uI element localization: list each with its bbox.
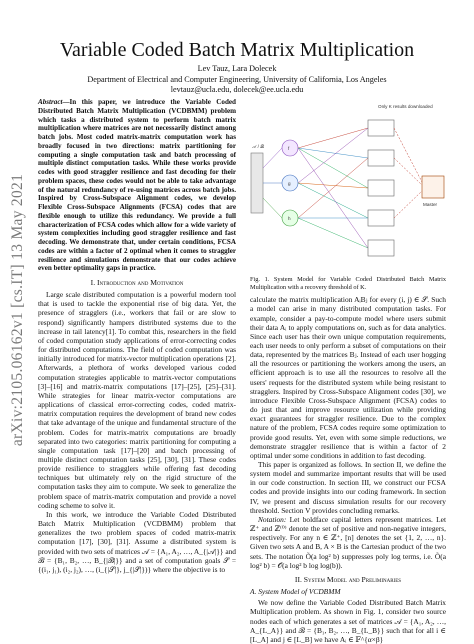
arrow	[394, 191, 422, 218]
encoder-node-f	[282, 140, 298, 156]
right-column	[250, 98, 446, 644]
intro-paragraph-2: In this work, we introduce the Variable Coded Distributed Batch Matrix Multiplication (VCDBMM) problem that generalizes the two problem spaces of coded matrix-matrix computation [17], [30], [31]. Assume a distributed system is provided with two sets of matrices 𝒜 = {A₁, A₂, …, A_{|𝒜|}} and ℬ = {B₁, B₂, …, B_{|ℬ|}} and a set of computation goals 𝒮 = {(i₁, j₁), (i₂, j₂), …, (i_{|𝒮|}, j_{|𝒮|})} where the objective is to	[38, 509, 236, 574]
node-label-h: h	[288, 216, 291, 221]
notation-lead: Notation:	[258, 514, 287, 524]
worker-node	[368, 210, 394, 226]
author-block	[0, 64, 474, 96]
emails: levtauz@ucla.edu, dolecek@ee.ucla.edu	[170, 85, 304, 94]
edge	[263, 148, 282, 168]
source-box	[251, 153, 263, 213]
intro-paragraph-1: Large scale distributed computation is a powerful modern tool that is used to tackle the exponential rise of big data. Yet, the presence of stragglers (i.e., workers that fail or are slow to respond) significantly hampers distributed systems due to the increase in tail latency[1]. To combat this, researchers in the field of coded computation study applications of error-correcting codes for distributed computations. The field of coded computation was initially introduced for matrix-vector multiplication operations [2]. Afterwards, a plethora of works developed various coded computation strategies applicable to matrix-vector computations [3]–[16] and matrix-matrix computations [17]–[25], [25]–[31]. While strategies for linear matrix-vector computations are applications of classical error-correcting codes, coded matrix-matrix computation requires the development of brand new codes that take advantage of the unique and fundamental structure of the problem. Codes for matrix-matrix computations are broadly separated into two categories: matrix partitioning for computing a single computation task [17]–[20] and batch processing of multiple distinct computation tasks [25], [30], [31]. These codes provide resilience to stragglers while offering fast decoding techniques but ultimately rely on the rigid structure of the computation tasks they aim to compute. We seek to generalize the problem space of matrix-matrix computation and provide a novel coding scheme to solve it.	[38, 290, 236, 510]
edge	[298, 183, 368, 188]
authors: Lev Tauz, Lara Dolecek	[197, 64, 277, 73]
worker-nodes	[368, 120, 394, 256]
right-paragraph-2: This paper is organized as follows. In section II, we define the system model and summarize important results that will be used in our code construction. In section III, we construct our FCSA codes and provide insights into our coding framework. In section IV, we present and discuss simulation results for our recovery threshold. Section V provides concluding remarks.	[250, 460, 446, 515]
abstract-text: —In this paper, we introduce the Variable Coded Distributed Batch Matrix Multiplication (VCDBMM) problem which tasks a distributed system to perform batch matrix multiplication where matrices are not necessarily distinct among batch jobs. Most coded matrix-matrix computation work has broadly focused in two directions: matrix partitioning for computing a single computation task and batch processing of multiple distinct computation tasks. While these works provide codes with good straggler resilience and fast decoding for their problem spaces, these codes would not be able to take advantage of the natural redundancy of re-using matrices across batch jobs. Inspired by Cross-Subspace Alignment codes, we develop Flexible Cross-Subspace Alignments (FCSA) codes that are flexible enough to utilize this redundancy. We provide a full characterization of FCSA codes which allow for a wide variety of system complexities including good straggler resilience and fast decoding. We demonstrate that, under certain conditions, FCSA codes are within a factor of 2 optimal when it comes to straggler resilience and simulations demonstrate that our codes achieve even better optimality gaps in practice.	[38, 98, 236, 273]
edge	[298, 128, 368, 183]
section-1-heading: I. Introduction and Motivation	[90, 278, 184, 287]
encoder-nodes	[282, 140, 298, 226]
system-model-diagram	[250, 98, 446, 274]
arxiv-stamp	[7, 150, 29, 470]
download-arrows	[394, 128, 422, 218]
arxiv-id: arXiv:2105.06162v1 [cs.IT] 13 May 2021	[9, 173, 26, 447]
node-label-g: g	[288, 181, 291, 186]
figure-caption: Fig. 1. System Model for Variable Coded Distributed Batch Matrix Multiplication with a recovery threshold of K.	[250, 276, 446, 291]
worker-node	[368, 150, 394, 166]
master-node	[422, 176, 444, 198]
section-2-heading: II. System Model and Preliminaries	[294, 574, 402, 584]
abstract	[38, 98, 236, 273]
right-paragraph-1: calculate the matrix multiplication AᵢBⱼ for every (i, j) ∈ 𝒮. Such a model can arise in many distributed computation tasks. For example, consider a pay-to-compute model where users submit their data Aᵢ to apply computations on, such as for data analytics. Since each user has their own unique computation requirements, each user needs to only perform a subset of computations on their data, represented by the matrices Bⱼ. Instead of each user hogging all the resources or partitioning the workers among the users, an efficient approach is to use all the resources to resolve all the users' requests for the distributed system while being resistant to stragglers. Inspired by Cross-Subspace Alignment codes [30], we introduce Flexible Cross-Subspace Alignment (FCSA) codes to do just that and improve resource utilization while providing exact guarantees for straggler resilience. Due to the complex nature of the problem, FCSA codes require some optimization to provide good results. Yet, even with some simple reductions, we demonstrate straggler resilience that is within a factor of 2 optimal under some conditions in addition to fast decoding.	[250, 295, 446, 460]
arrow	[394, 158, 422, 185]
node-label-f: f	[288, 146, 290, 151]
worker-node	[368, 120, 394, 136]
section-2a-paragraph: We now define the Variable Coded Distributed Batch Matrix Multiplication problem. As shown in Fig. 1, consider two source nodes each of which generates a set of matrices 𝒜 = {A₁, A₂, …, A_{L_A}} and ℬ = {B₁, B₂, …, B_{L_B}} such that for all i ∈ [L_A] and j ∈ [L_B] we have Aᵢ ∈ 𝔽^{α×β}	[250, 598, 446, 644]
left-column	[38, 98, 236, 574]
abstract-lead: Abstract	[38, 98, 63, 106]
affiliation: Department of Electrical and Computer Engineering, University of California, Los Angeles	[87, 74, 387, 84]
worker-node	[368, 180, 394, 196]
notation-text: Let boldface capital letters represent matrices. Let ℤ⁺ and ℤ⁽⁰⁾ denote the set of positive and non-negative integers, respectively. For any n ∈ ℤ⁺, [n] denotes the set {1, 2, …, n}. Given two sets A and B, A × B is the Cartesian product of the two sets. The notation Õ(a log² b) suppresses poly log terms, i.e. Õ(a log² b) = 𝒪(a log² b log log(b)).	[250, 514, 446, 570]
edge	[263, 198, 282, 218]
section-2a-heading: A. System Model of VCDBMM	[250, 587, 341, 597]
notation-paragraph	[250, 515, 446, 570]
paper-title: Variable Coded Batch Matrix Multiplication	[59, 39, 415, 61]
figure-1	[250, 98, 446, 274]
source-label: 𝒜 / ℬ	[252, 144, 265, 149]
edge	[298, 128, 368, 148]
worker-node	[368, 240, 394, 256]
master-label: Master	[423, 202, 438, 207]
edge	[298, 148, 368, 158]
edge	[298, 148, 368, 188]
download-label: Only K results downloaded	[378, 104, 433, 109]
arrow	[394, 128, 422, 182]
encoding-lines	[263, 128, 368, 248]
